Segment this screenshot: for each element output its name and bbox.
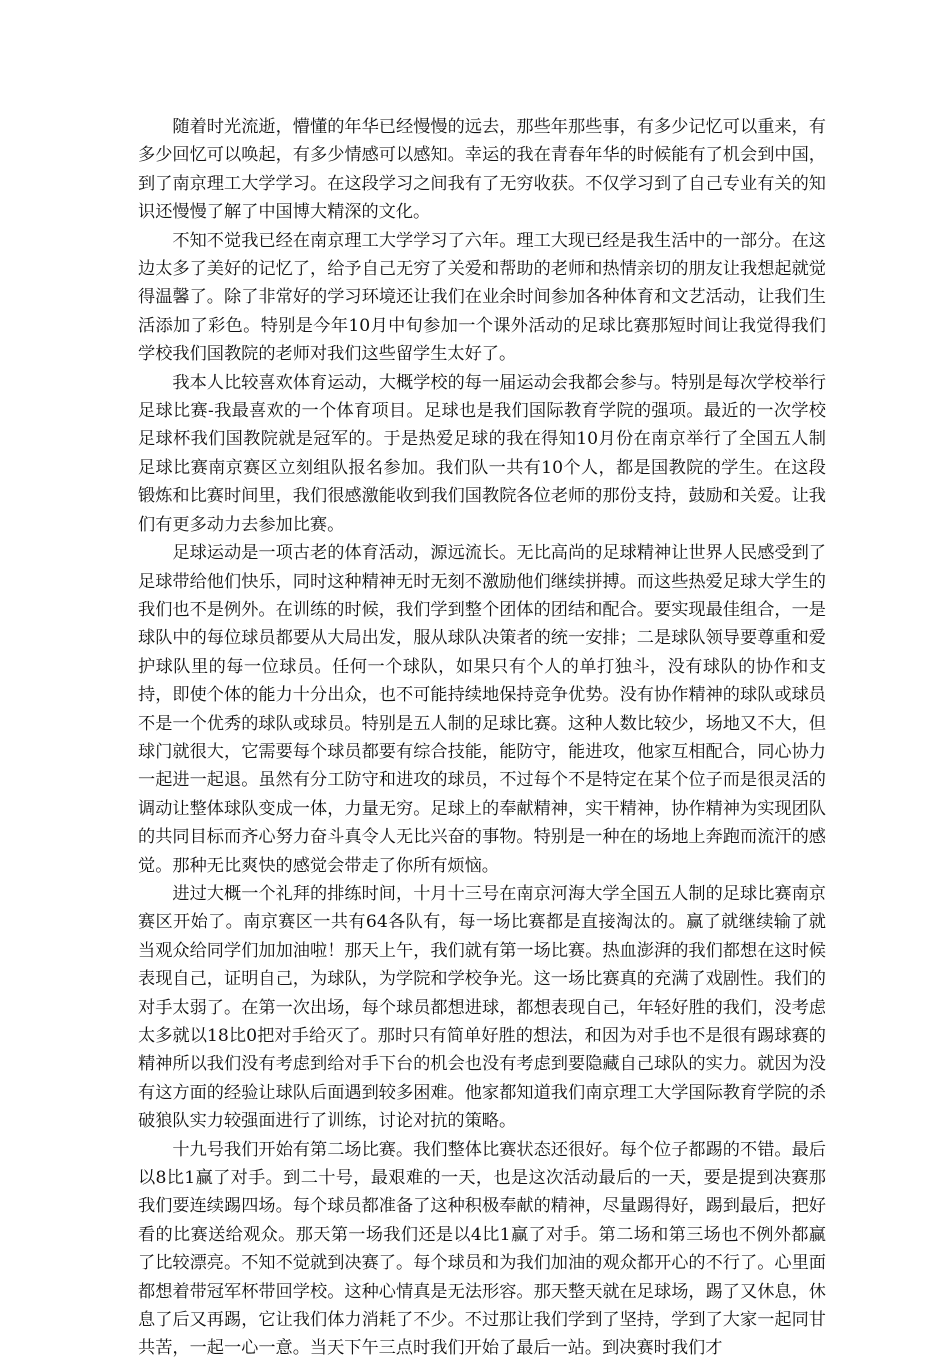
paragraph-4: 足球运动是一项古老的体育活动，源远流长。无比高尚的足球精神让世界人民感受到了足球带给他们快乐，同时这种精神无时无刻不激励他们继续拼搏。而这些热爱足球大学生的我们也不是例外。在训练的时候，我们学到整个团体的团结和配合。要实现最佳组合，一是球队中的每位球员都要从大局出发，服从球队决策者的统一安排；二是球队领导要尊重和爱护球队里的每一位球员。任何一个球队，如果只有个人的单打独斗，没有球队的协作和支持，即使个体的能力十分出众，也不可能持续地保持竞争优势。没有协作精神的球队或球员不是一个优秀的球队或球员。特别是五人制的足球比赛。这种人数比较少，场地又不大，但球门就很大，它需要每个球员都要有综合技能，能防守，能进攻，他家互相配合，同心协力一起进一起退。虽然有分工防守和进攻的球员，不过每个不是特定在某个位子而是很灵活的调动让整体球队变成一体，力量无穷。足球上的奉献精神，实干精神，协作精神为实现团队的共同目标而齐心努力奋斗真令人无比兴奋的事物。特别是一种在的场地上奔跑而流汗的感觉。那种无比爽快的感觉会带走了你所有烦恼。 (138, 543, 826, 876)
paragraph-1: 随着时光流逝，懵懂的年华已经慢慢的远去，那些年那些事，有多少记忆可以重来，有多少回忆可以唤起，有多少情感可以感知。幸运的我在青春年华的时候能有了机会到中国，到了南京理工大学学习。在这段学习之间我有了无穷收获。不仅学习到了自己专业有关的知识还慢慢了解了中国博大精深的文化。 (138, 117, 826, 223)
paragraph-3: 我本人比较喜欢体育运动，大概学校的每一届运动会我都会参与。特别是每次学校举行足球比赛-我最喜欢的一个体育项目。足球也是我们国际教育学院的强项。最近的一次学校足球杯我们国教院就是冠军的。于是热爱足球的我在得知10月份在南京举行了全国五人制足球比赛南京赛区立刻组队报名参加。我们队一共有10个人，都是国教院的学生。在这段锻炼和比赛时间里，我们很感激能收到我们国教院各位老师的那份支持，鼓励和关爱。让我们有更多动力去参加比赛。 (138, 372, 826, 535)
paragraph-5: 进过大概一个礼拜的排练时间，十月十三号在南京河海大学全国五人制的足球比赛南京赛区开始了。南京赛区一共有64各队有，每一场比赛都是直接淘汰的。赢了就继续输了就当观众给同学们加加油啦！那天上午，我们就有第一场比赛。热血澎湃的我们都想在这时候表现自己，证明自己，为球队，为学院和学校争光。这一场比赛真的充满了戏剧性。我们的对手太弱了。在第一次出场，每个球员都想进球，都想表现自己，年轻好胜的我们，没考虑太多就以18比0把对手给灭了。那时只有简单好胜的想法，和因为对手也不是很有踢球赛的精神所以我们没有考虑到给对手下台的机会也没有考虑到要隐藏自己球队的实力。就因为没有这方面的经验让球队后面遇到较多困难。他家都知道我们南京理工大学国际教育学院的杀破狼队实力较强面进行了训练，讨论对抗的策略。 (138, 883, 826, 1132)
document-page (138, 113, 826, 1363)
paragraph-6: 十九号我们开始有第二场比赛。我们整体比赛状态还很好。每个位子都踢的不错。最后以8比1赢了对手。到二十号，最艰难的一天，也是这次活动最后的一天，要是提到决赛那我们要连续踢四场。每个球员都准备了这种积极奉献的精神，尽量踢得好，踢到最后，把好看的比赛送给观众。那天第一场我们还是以4比1赢了对手。第二场和第三场也不例外都赢了比较漂亮。不知不觉就到决赛了。每个球员和为我们加油的观众都开心的不行了。心里面都想着带冠军杯带回学校。这种心情真是无法形容。那天整天就在足球场，踢了又休息，休息了后又再踢，它让我们体力消耗了不少。不过那让我们学到了坚持，学到了大家一起同甘共苦，一起一心一意。当天下午三点时我们开始了最后一站。到决赛时我们才 (138, 1139, 826, 1359)
paragraph-2: 不知不觉我已经在南京理工大学学习了六年。理工大现已经是我生活中的一部分。在这边太多了美好的记忆了，给予自己无穷了关爱和帮助的老师和热情亲切的朋友让我想起就觉得温馨了。除了非常好的学习环境还让我们在业余时间参加各种体育和文艺活动，让我们生活添加了彩色。特别是今年10月中旬参加一个课外活动的足球比赛那短时间让我觉得我们学校我们国教院的老师对我们这些留学生太好了。 (138, 230, 826, 365)
